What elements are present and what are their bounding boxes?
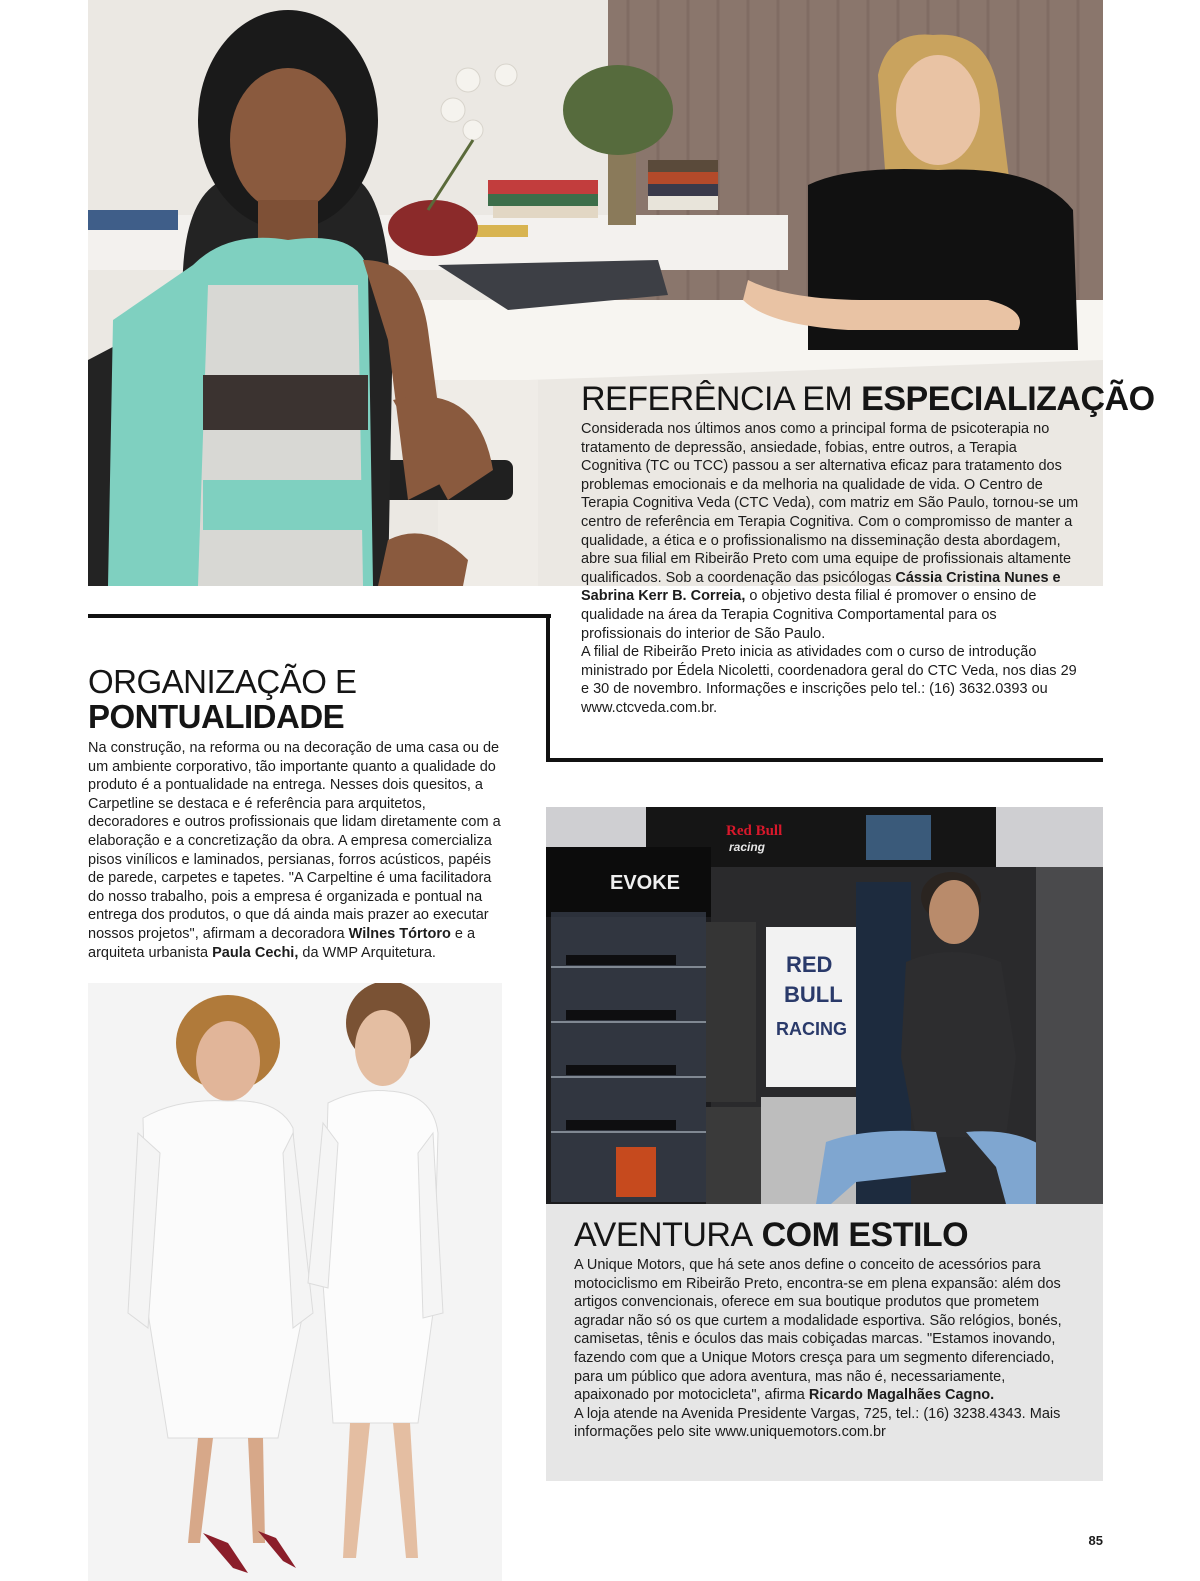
photo-unique-motors-store	[546, 807, 1103, 1204]
article-paragraph: A Unique Motors, que há sete anos define o conceito de acessórios para motociclismo em Ribeirão Preto, encontra-se em plena expansão: além dos artigos convencionais, oferece em sua boutique produtos que prometem agradar não só os que curtem a modalidade esportiva. São relógios, bonés, camisetas, tênis e óculos das mais cobiçadas marcas. "Estamos inovando, fazendo com que a Unique Motors cresça para um segmento diferenciado, para um público que adora aventura, mas não é, necessariamente, apaixonado por motocicleta", afirma	[574, 1257, 1062, 1404]
shirt-text-bull: BULL	[784, 982, 843, 1007]
headline-aventura	[574, 1218, 1084, 1252]
section-rule-vertical	[546, 614, 550, 762]
article-ending: da WMP Arquitetura.	[298, 944, 436, 961]
article-body	[88, 739, 508, 962]
headline-bold: COM ESTILO	[761, 1216, 969, 1254]
racing-sign: racing	[729, 840, 766, 854]
headline-especializacao	[581, 380, 1155, 418]
article-especializacao	[581, 380, 1155, 718]
article-body	[574, 1256, 1084, 1405]
article-paragraph-2: A loja atende na Avenida Presidente Vargas, 725, tel.: (16) 3238.4343. Mais informações pelo site www.uniquemotors.com.br	[574, 1405, 1061, 1441]
owner-name: Ricardo Magalhães Cagno.	[808, 1387, 995, 1404]
headline-bold: PONTUALIDADE	[88, 698, 345, 735]
article-connector: e a arquiteta urbanista	[88, 925, 476, 961]
headline-light: ORGANIZAÇÃO E	[88, 663, 357, 700]
photo-decorator-architect	[88, 983, 502, 1581]
headline-pontualidade	[88, 665, 508, 733]
section-rule-top-left	[88, 614, 551, 618]
article-paragraph: Na construção, na reforma ou na decoração de uma casa ou de um ambiente corporativo, tão importante quanto a qualidade do produto é a pontualidade na entrega. Nesses dois quesitos, a Carpetline se destaca e é referência para arquitetos, decoradores e outros profissionais que lidam diretamente com a elaboração e a concretização da obra. A empresa comercializa pisos vinílicos e laminados, persianas, forros acústicos, papéis de parede, carpetes e tapetes. "A Carpeltine é uma facilitadora do nosso trabalho, pois a empresa é organizada e pontual na entrega dos produtos, o que dá ainda mais prazer ao executar nossos projetos", afirmam a decoradora	[88, 740, 501, 942]
article-body	[581, 420, 1081, 643]
psychologist-names: Cássia Cristina Nunes e Sabrina Kerr B. Correia,	[581, 569, 1061, 605]
article-paragraph-end: o objetivo desta filial é promover o ensino de qualidade na área da Terapia Cognitiva Comportamental para os profissionais do interior de São Paulo.	[581, 588, 1037, 642]
article-pontualidade	[88, 665, 508, 962]
redbull-sign: Red Bull	[726, 823, 783, 839]
headline-bold: ESPECIALIZAÇÃO	[861, 380, 1155, 418]
headline-light: AVENTURA	[574, 1216, 753, 1254]
section-rule-bottom	[546, 758, 1103, 762]
article-aventura	[574, 1218, 1084, 1442]
shirt-text-red: RED	[786, 952, 833, 977]
decorator-name: Wilnes Tórtoro	[348, 925, 451, 942]
headline-light: REFERÊNCIA EM	[581, 380, 853, 418]
evoke-sign: EVOKE	[610, 872, 681, 894]
article-paragraph-2: A filial de Ribeirão Preto inicia as atividades com o curso de introdução ministrado por Édela Nicoletti, coordenadora geral do CTC Veda, nos dias 29 e 30 de novembro. Informações e inscrições pelo tel.: (16) 3632.0393 ou www.ctcveda.com.br.	[581, 644, 1077, 716]
shirt-text-racing: RACING	[776, 1019, 847, 1039]
architect-name: Paula Cechi,	[212, 944, 299, 961]
article-paragraph: Considerada nos últimos anos como a principal forma de psicoterapia no tratamento de depressão, ansiedade, fobias, entre outros, a Terapia Cognitiva (TC ou TCC) passou a ser alternativa eficaz para tratamento dos problemas emocionais e da melhoria na qualidade de vida. O Centro de Terapia Cognitiva Veda (CTC Veda), com matriz em São Paulo, tornou-se um centro de referência em Terapia Cognitiva. Com o compromisso de manter a qualidade, a ética e o profissionalismo na disseminação desta abordagem, abre sua filial em Ribeirão Preto com uma equipe de profissionais altamente qualificados. Sob a coordenação das psicólogas	[581, 421, 1079, 586]
page-number: 85	[1088, 1533, 1103, 1548]
